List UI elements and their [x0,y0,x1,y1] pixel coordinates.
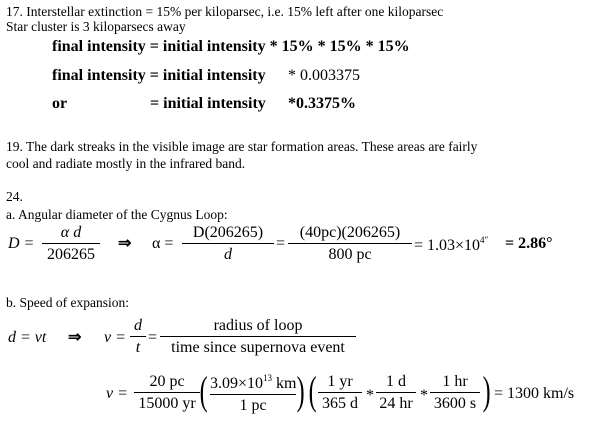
b-equals: = [148,329,158,346]
a-fraction-2 [182,225,274,263]
fraction-bar [318,392,362,393]
right-paren: ) [296,368,305,413]
c-fraction-5-num: 1 hr [442,373,468,390]
multiply-star-2: * [420,387,428,404]
multiply-star-1: * [366,387,374,404]
a-fraction-3-num: (40pc)(206265) [299,224,401,241]
c-fraction-2-unit: km [272,375,297,392]
q24-part-b-label: b. Speed of expansion: [6,295,129,310]
fraction-bar [288,243,412,244]
c-fraction-pc-to-km [210,374,296,414]
a-fraction-1 [42,225,100,263]
fraction-bar [376,392,416,393]
b-fraction-2-num: radius of loop [213,317,303,334]
q19-line2: cool and radiate mostly in the infrared band. [6,156,246,171]
b-implies-arrow: ⇒ [68,329,82,346]
q17-eq3-or: or [52,95,68,112]
c-fraction-yr-to-d [318,374,362,412]
a-fraction-2-num: D(206265) [192,224,264,241]
q24-number: 24. [6,189,23,204]
fraction-bar [130,336,146,337]
c-fraction-1-num: 20 pc [149,373,185,390]
a-fraction-3 [288,225,412,263]
a-fraction-3-den: 800 pc [328,246,372,263]
c-fraction-3-num: 1 yr [327,373,353,390]
right-paren: ) [482,368,491,413]
c-fraction-5-den: 3600 s [433,395,477,412]
c-fraction-1-den: 15000 yr [138,395,196,412]
a-D-equals: D = [8,235,35,252]
q17-eq3-rhs: *0.3375% [288,95,356,112]
b-fraction-1 [130,318,146,356]
c-fraction-hr-to-s [430,374,480,412]
c-fraction-4-den: 24 hr [379,395,413,412]
a-result-mantissa: = 1.03×10 [414,237,481,254]
a-fraction-1-num: α d [60,224,82,241]
b-fraction-2 [160,318,356,356]
fraction-bar [134,392,200,393]
left-paren: ( [308,368,317,413]
q24-part-a-label: a. Angular diameter of the Cygnus Loop: [6,207,228,222]
q17-eq1: final intensity = initial intensity * 15% * 15% * 15% [52,38,410,55]
c-v-equals: v = [106,385,128,402]
b-fraction-2-den: time since supernova event [171,339,345,356]
a-equals: = [276,235,286,252]
c-fraction-2-num [210,374,296,392]
b-fraction-1-num: d [134,317,142,334]
c-fraction-4-num: 1 d [386,373,406,390]
a-result-exponent: 4″ [480,235,489,245]
a-result-value [414,236,488,254]
fraction-bar [210,394,296,395]
c-fraction-2-mantissa: 3.09×10 [210,375,264,392]
a-fraction-2-den: d [224,246,232,263]
q19-line1: 19. The dark streaks in the visible image are star formation areas. These areas are fairly [6,139,478,154]
fraction-bar [182,243,274,244]
a-result-degrees: = 2.86° [505,235,553,252]
left-paren: ( [199,368,208,413]
c-fraction-2-den: 1 pc [239,397,267,414]
b-d-equals-vt: d = vt [8,329,47,346]
b-fraction-1-den: t [135,339,141,356]
c-result: = 1300 km/s [494,385,575,402]
a-alpha-equals: α = [152,235,174,252]
q17-heading: 17. Interstellar extinction = 15% per kiloparsec, i.e. 15% left after one kiloparsec [6,4,444,19]
q17-eq2-lhs: final intensity = initial intensity [52,67,266,84]
b-v-equals: v = [104,329,126,346]
c-fraction-3-den: 365 d [322,395,358,412]
q17-distance: Star cluster is 3 kiloparsecs away [6,19,186,34]
c-fraction-2-exponent: 13 [263,373,273,383]
fraction-bar [430,392,480,393]
c-fraction-distance-time [134,374,200,412]
a-fraction-1-den: 206265 [47,246,95,263]
q17-eq3-lhs: = initial intensity [150,95,266,112]
a-implies-arrow: ⇒ [118,235,132,252]
fraction-bar [42,243,100,244]
q17-eq2-rhs: * 0.003375 [288,67,360,84]
fraction-bar [160,336,356,337]
c-fraction-d-to-hr [376,374,416,412]
